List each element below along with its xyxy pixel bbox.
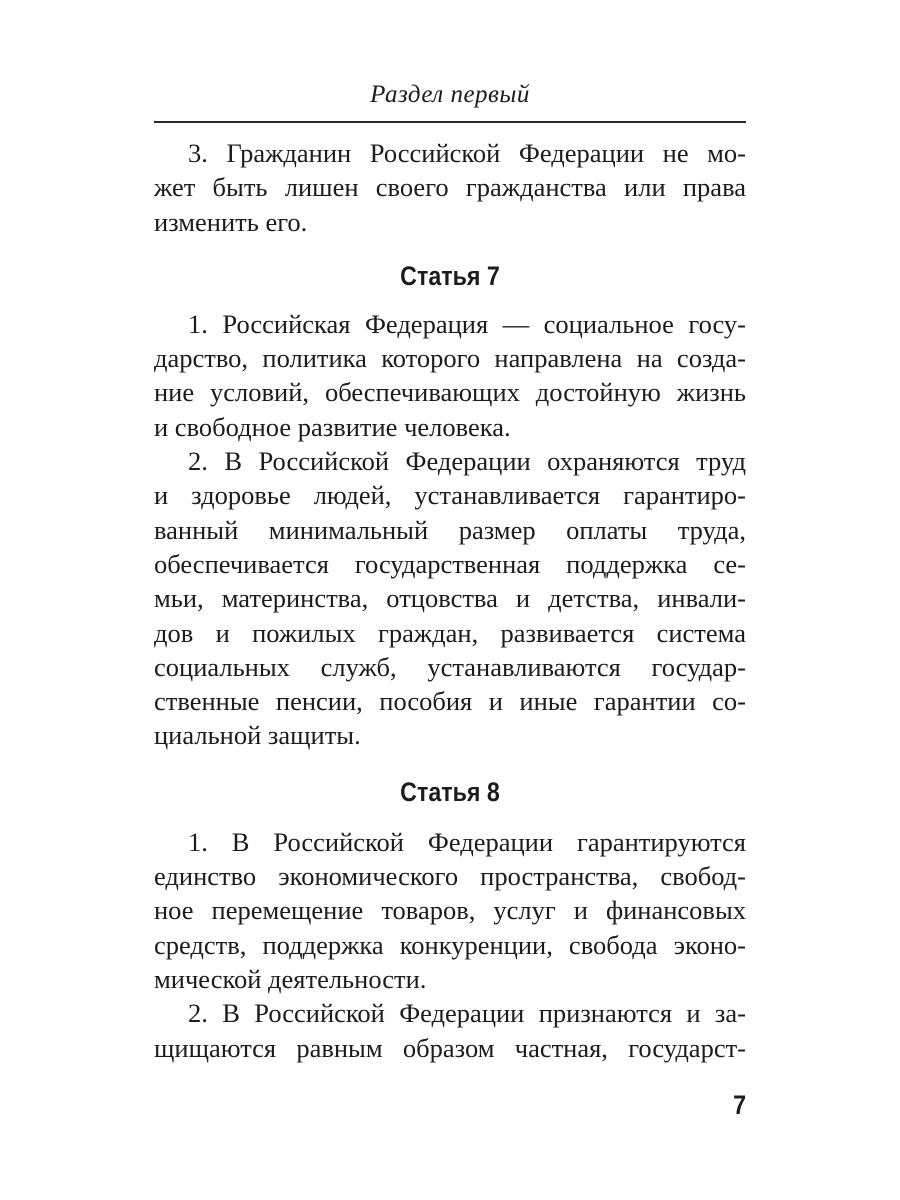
text-line: ное перемещение товаров, услуг и финансовых	[154, 895, 746, 926]
text-line: обеспечивается государственная поддержка се-	[154, 548, 746, 579]
text-line: ние условий, обеспечивающих достойную жизнь	[154, 377, 746, 408]
text-line: и здоровье людей, устанавливается гарантиро-	[154, 480, 746, 511]
text-line: жет быть лишен своего гражданства или права	[154, 172, 746, 203]
book-page	[154, 0, 746, 1200]
page-body	[154, 136, 746, 1065]
paragraph-article7-item1	[154, 307, 746, 444]
text-line: щищаются равным образом частная, государст-	[154, 1032, 746, 1063]
text-line: 1. Российская Федерация — социальное госу-	[188, 308, 746, 339]
text-line: циальной защиты.	[154, 720, 361, 751]
paragraph-article6-item3	[154, 136, 746, 239]
text-line: изменить его.	[154, 206, 308, 237]
text-line: мьи, материнства, отцовства и детства, инвали-	[154, 583, 746, 614]
article-heading-8: Статья 8	[400, 776, 500, 807]
text-line: дарство, политика которого направлена на созда-	[154, 343, 746, 374]
paragraph-article7-item2	[154, 444, 746, 753]
text-line: 2. В Российской Федерации признаются и за-	[188, 998, 746, 1029]
text-line: ванный минимальный размер оплаты труда,	[154, 514, 746, 545]
paragraph-article8-item1	[154, 825, 746, 996]
text-line: и свободное развитие человека.	[154, 411, 511, 442]
article-heading-7: Статья 7	[400, 260, 500, 291]
page-number: 7	[733, 1090, 746, 1120]
text-line: 3. Гражданин Российской Федерации не мо-	[188, 138, 746, 168]
paragraph-article8-item2	[154, 996, 746, 1065]
text-line: ственные пенсии, пособия и иные гарантии со-	[154, 686, 746, 717]
text-line: 1. В Российской Федерации гарантируются	[188, 826, 746, 857]
text-line: единство экономического пространства, свобод-	[154, 861, 746, 892]
text-line: социальных служб, устанавливаются государ-	[154, 651, 746, 682]
text-line: дов и пожилых граждан, развивается система	[154, 617, 746, 648]
text-line: 2. В Российской Федерации охраняются труд	[188, 446, 746, 477]
text-line: средств, поддержка конкуренции, свобода эконо-	[154, 929, 746, 960]
running-head: Раздел первый	[370, 81, 530, 108]
header-rule	[154, 121, 746, 123]
text-line: мической деятельности.	[154, 963, 427, 994]
